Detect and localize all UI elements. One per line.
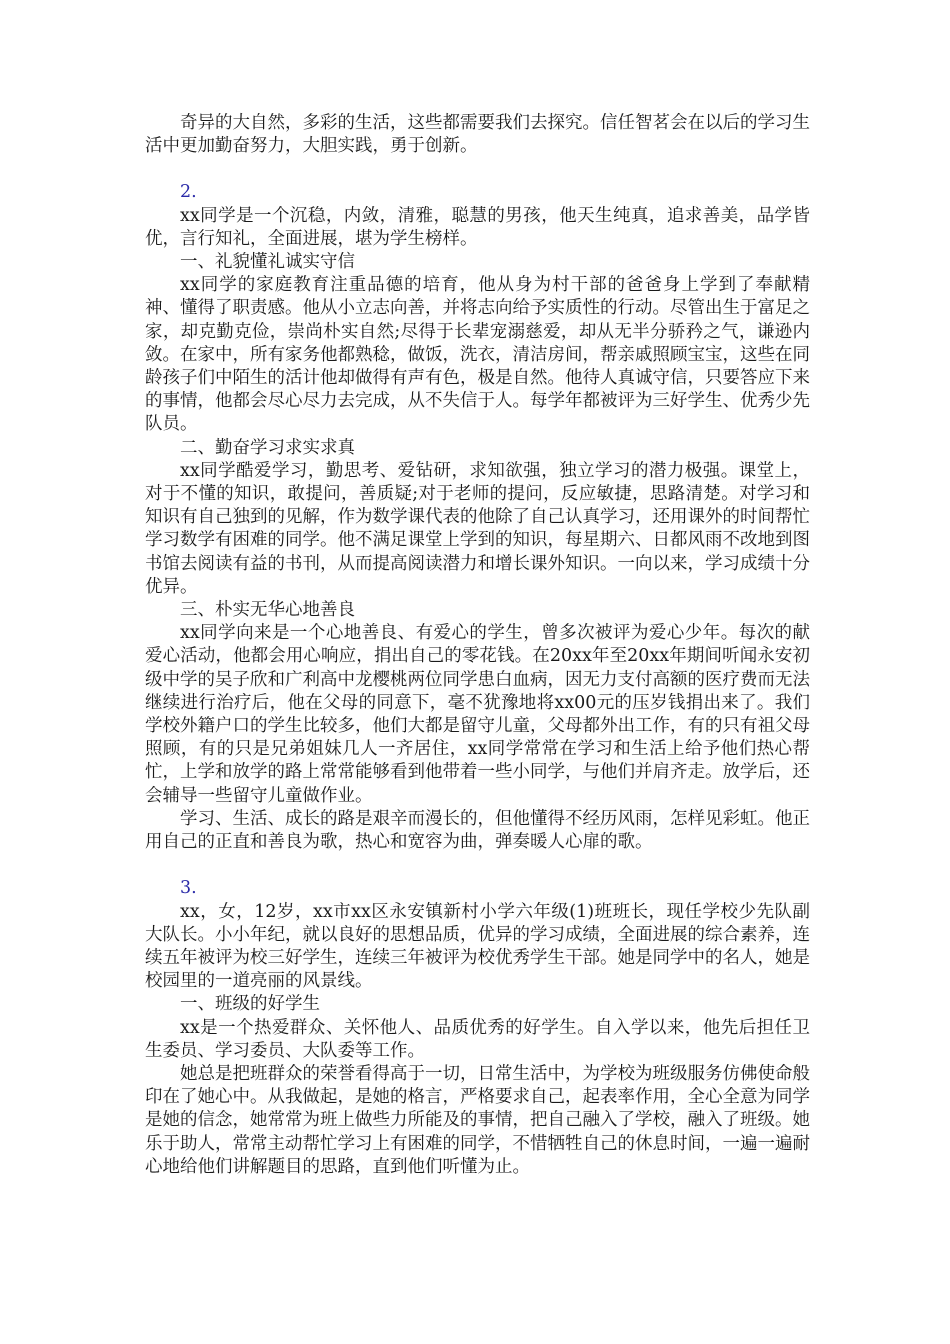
- section2-heading-3: 三、朴实无华心地善良: [180, 600, 355, 621]
- section2-closing: 学习、生活、成长的路是艰辛而漫长的，但他懂得不经历风雨，怎样见彩虹。他正用自己的正直和善良为歌，热心和宽容为曲，弹奏暖人心扉的歌。: [145, 808, 810, 853]
- section2-paragraph-1: xx同学的家庭教育注重品德的培育，他从身为村干部的爸爸身上学到了奉献精神、懂得了职责感。他从小立志向善，并将志向给予实质性的行动。尽管出生于富足之家，却克勤克俭，崇尚朴实自然;尽得于长辈宠溺慈爱，却从无半分骄矜之气，谦逊内敛。在家中，所有家务他都熟稔，做饭，洗衣，清洁房间，帮亲戚照顾宝宝，这些在同龄孩子们中陌生的活计他却做得有声有色，极是自然。他待人真诚守信，只要答应下来的事情，他都会尽心尽力去完成，从不失信于人。每学年都被评为三好学生、优秀少先队员。: [145, 275, 810, 435]
- section-number-3: 3.: [180, 878, 197, 899]
- section3-heading-1: 一、班级的好学生: [180, 994, 320, 1015]
- section-number-2: 2.: [180, 182, 197, 203]
- intro-paragraph: 奇异的大自然，多彩的生活，这些都需要我们去探究。信任智茗会在以后的学习生活中更加勤奋努力，大胆实践，勇于创新。: [145, 113, 810, 157]
- document-page: [145, 112, 810, 1179]
- section2-heading-2: 二、勤奋学习求实求真: [180, 437, 355, 458]
- section3-paragraph-2: 她总是把班群众的荣誉看得高于一切，日常生活中，为学校为班级服务仿佛使命般印在了她心中。从我做起，是她的格言，严格要求自己，起表率作用，全心全意为同学是她的信念，她常常为班上做些力所能及的事情，把自己融入了学校，融入了班级。她乐于助人，常常主动帮忙学习上有困难的同学，不惜牺牲自己的休息时间，一遍一遍耐心地给他们讲解题目的思路，直到他们听懂为止。: [145, 1063, 810, 1177]
- section3-paragraph-1: xx是一个热爱群众、关怀他人、品质优秀的好学生。自入学以来，他先后担任卫生委员、学习委员、大队委等工作。: [145, 1017, 810, 1061]
- section3-intro: xx，女，12岁，xx市xx区永安镇新村小学六年级(1)班班长，现任学校少先队副大队长。小小年纪，就以良好的思想品质，优异的学习成绩，全面进展的综合素养，连续五年被评为校三好学生，连续三年被评为校优秀学生干部。她是同学中的名人，她是校园里的一道亮丽的风景线。: [145, 901, 810, 992]
- section2-paragraph-2: xx同学酷爱学习，勤思考、爱钻研，求知欲强，独立学习的潜力极强。课堂上，对于不懂的知识，敢提问，善质疑;对于老师的提问，反应敏捷，思路清楚。对学习和知识有自己独到的见解，作为数学课代表的他除了自己认真学习，还用课外的时间帮忙学习数学有困难的同学。他不满足课堂上学到的知识，每星期六、日都风雨不改地到图书馆去阅读有益的书刊，从而提高阅读潜力和增长课外知识。一向以来，学习成绩十分优异。: [145, 460, 810, 597]
- section2-intro: xx同学是一个沉稳，内敛，清雅，聪慧的男孩，他天生纯真，追求善美，品学皆优，言行知礼，全面进展，堪为学生榜样。: [145, 205, 810, 249]
- section2-paragraph-3: xx同学向来是一个心地善良、有爱心的学生，曾多次被评为爱心少年。每次的献爱心活动，他都会用心响应，捐出自己的零花钱。在20xx年至20xx年期间听闻永安初级中学的吴子欣和广利高中龙樱桃两位同学患白血病，因无力支付高额的医疗费而无法继续进行治疗后，他在父母的同意下，毫不犹豫地将xx00元的压岁钱捐出来了。我们学校外籍户口的学生比较多，他们大都是留守儿童，父母都外出工作，有的只有祖父母照顾，有的只是兄弟姐妹几人一齐居住，xx同学常常在学习和生活上给予他们热心帮忙，上学和放学的路上常常能够看到他带着一些小同学，与他们并肩齐走。放学后，还会辅导一些留守儿童做作业。: [145, 623, 810, 806]
- section2-heading-1: 一、礼貌懂礼诚实守信: [180, 252, 355, 273]
